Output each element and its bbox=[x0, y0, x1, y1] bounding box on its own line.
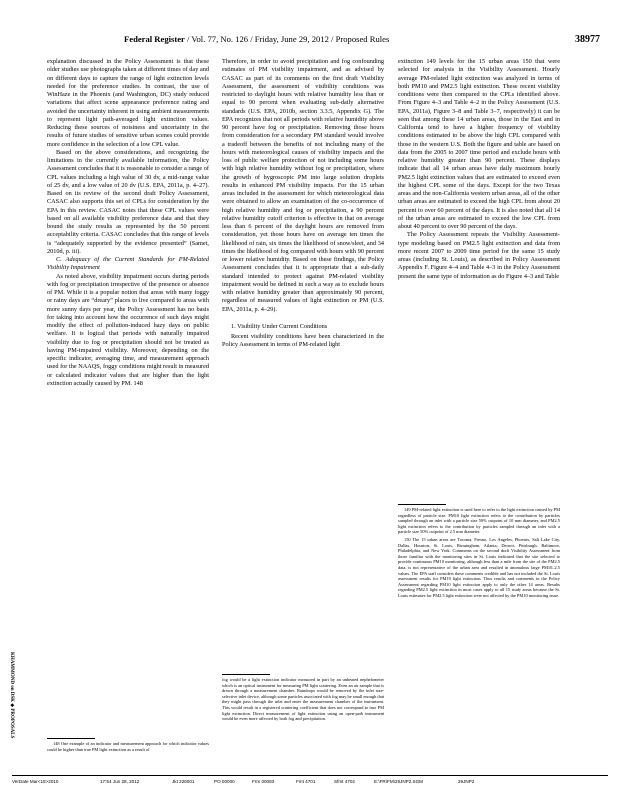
issue-meta: / Vol. 77, No. 126 / Friday, June 29, 2012 / Proposed Rules bbox=[187, 34, 390, 44]
paragraph: Based on the above considerations, and recognizing the limitations in the currently available information, the Policy Assessment concludes that it is reasonable to consider a range of CPL values including a high value of 30 dv, a mid-range value of 25 dv, and a low value of 20 dv (U.S. EPA, 2011a, p. 4–27). Based on its review of the second draft Policy Assessment, CASAC also supports this set of CPLs for consideration by the EPA in this review. CASAC notes that these CPL values were based on all available visibility preference data and that they bound the study results as represented by the 50 percent acceptability criteria. CASAC concludes that this range of levels is “adequately supported by the evidence presented” (Samet, 2010d, p. iii). bbox=[47, 148, 209, 255]
footer-po: PO 00000 bbox=[214, 779, 235, 784]
footer-fmt: Fmt 4701 bbox=[296, 779, 316, 784]
paragraph: explanation discussed in the Policy Assessment is that these older studies use photographs taken at different times of day and on different days to capture the range of light extinction levels needed for the preference studies. In contrast, the use of WinHaze in the Phoenix (and Washington, DC) study reduced variations that affect scene appearance preference rating and avoided the uncertainty inherent in using ambient measurements to represent light path-averaged light extinction values. Reducing these sources of noisiness and uncertainty in the results of future studies of sensitive urban scenes could provide more confidence in the selection of a low CPL value. bbox=[47, 58, 209, 148]
footnote-rule bbox=[47, 738, 95, 739]
journal-title: Federal Register bbox=[124, 34, 185, 44]
footnote-148: 148 One example of an indicator and measurement approach for which indicator values could be higher than true PM light extinction as a result of bbox=[47, 741, 209, 752]
paragraph: The Policy Assessment repeats the Visibility Assessment-type modeling based on PM2.5 light extinction and data from more recent 2007 to 2009 time period for the same 15 study areas (including St. Louis), as described in Policy Assessment Appendix F. Figure 4–4 and Table 4–3 in the Policy Assessment present the same type of information as do Figure 4–3 and Table bbox=[398, 231, 560, 280]
paragraph: Therefore, in order to avoid precipitation and fog confounding estimates of PM visibility impairment, and as advised by CASAC as part of its comments on the first draft Visibility Assessment, the assessment of visibility conditions was restricted to daylight hours with relative humidity less than or equal to 90 percent when evaluating sub-daily alternative standards (U.S. EPA, 2010b, section 3.3.5, Appendix G). The EPA recognizes that not all periods with relative humidity above 90 percent have fog or precipitation. Removing those hours from consideration for a secondary PM standard would involve a tradeoff between the benefits of not including many of the hours with meteorological causes of visibility impacts and the loss of public welfare protection of not including some hours with high relative humidity without fog or precipitation, where the growth of hygroscopic PM into large solution droplets results in enhanced PM visibility impacts. For the 15 urban areas included in the assessment for which meteorological data were obtained to allow an examination of the co-occurrence of high relative humidity and fog or precipitation, a 90 percent relative humidity cutoff criterion is effective in that on average less than 6 percent of the daylight hours are removed from consideration, yet those hours have on average ten times the likelihood of rain, six times the likelihood of snow/sleet, and 34 times the likelihood of fog compared with hours with 90 percent or lower relative humidity. Based on these findings, the Policy Assessment concludes that it is appropriate that a sub-daily standard intended to protect against PM-related visibility impairment would be defined in such a way as to exclude hours with relative humidity greater than approximately 90 percent, regardless of measured values of light extinction or PM (U.S. EPA, 2011a, p. 4–29). bbox=[222, 58, 384, 313]
page-number: 38977 bbox=[575, 34, 600, 45]
footnote-rule bbox=[398, 504, 446, 505]
gutter-mark: KHAMMOND on DSK ◆ PROPOSALS bbox=[9, 652, 14, 739]
footnote-148-continued: fog would be a light extinction indicator measured in part by an unheated nephelometer which is an optical instrument for measuring PM light scattering. Even an air sample that is drawn through a measurement chamber. Raindrops would be removed by the inlet size-selective inlet device, although some particles associated with fog may be small enough that they might pass through the inlet and enter the measurement chamber of the instrument. This would result in a registered scattering coefficient that does not correspond to true PM light extinction. Direct measurement of light extinction using an open-path instrument would be even more affected by both fog and precipitation. bbox=[222, 677, 384, 722]
paragraph: As noted above, visibility impairment occurs during periods with fog or precipitation irrespective of the presence or absence of PM. While it is a popular notion that areas with many foggy or rainy days are “dreary” places to live compared to areas with more sunny days per year, the Policy Assessment has no basis for taking into account how the occurrence of such days might modify the effect of pollution-induced hazy days on public welfare. It is logical that periods with naturally impaired visibility due to fog or precipitation should not be treated as having PM-impaired visibility. Moreover, depending on the specific indicator, averaging time, and measurement approach used for the NAAQS, foggy conditions might result in measured or calculated indicator values that are higher than the light extinction actually caused by PM. 148 bbox=[47, 272, 209, 387]
column-left bbox=[47, 58, 209, 388]
footer-verdate: VerDate Mar<15>2010 bbox=[12, 779, 59, 784]
section-heading: C. Adequacy of the Current Standards for PM-Related Visibility Impairment bbox=[47, 256, 209, 272]
page-footer bbox=[12, 775, 608, 790]
section-heading: 1. Visibility Under Current Conditions bbox=[231, 322, 328, 330]
column-middle bbox=[222, 58, 384, 350]
paragraph: Recent visibility conditions have been characterized in the Policy Assessment in terms of PM-related light bbox=[222, 333, 384, 349]
footer-time: 17:54 Jun 28, 2012 bbox=[100, 779, 140, 784]
paragraph: extinction 149 levels for the 15 urban areas 150 that were selected for analysis in the Visibility Assessment. Hourly average PM-related light extinction was analyzed in terms of both PM10 and PM2.5 light extinction. These recent visibility conditions were then compared to the CPLs identified above. From Figure 4–3 and Table 4–2 in the Policy Assessment (U.S. EPA, 2011a), Figure 3–8 and Table 3–7, respectively) it can be seen that among these 14 urban areas, those in the East and in California tend to have a higher frequency of visibility conditions estimated to be above the high CPL compared with those in the western U.S. Both the figure and table are based on data from the 2005 to 2007 time period and exclude hours with relative humidity greater than 90 percent. These displays indicate that all 14 urban areas have daily maximum hourly PM2.5 light extinction values that are estimated to exceed even the highest CPL some of the days. Except for the two Texas areas and the non-California western urban areas, all of the other urban areas are estimated to exceed the high CPL from about 20 percent to over 60 percent of the days. It is also noted that all 14 of the urban areas are estimated to exceed the low CPL from about 40 percent to over 90 percent of the days. bbox=[398, 58, 560, 230]
footer-frm: Frm 00083 bbox=[252, 779, 275, 784]
page-header bbox=[0, 34, 618, 48]
footer-code: 29JNP2 bbox=[458, 779, 475, 784]
footnote-149: 149 PM-related light extinction is used here to refer to the light extinction caused by PM regardless of particle size. PM10 light extinction refers to the contribution by particles sampled through an inlet with a particle size 50% cutpoint of 10 mm diameter, and PM2.5 light extinction refers to the contribution by particles sampled through an inlet with a particle size 50% cutpoint of 2.5 mm diameter. bbox=[398, 507, 560, 535]
column-right bbox=[398, 58, 560, 281]
footnotes-right bbox=[398, 507, 560, 599]
footnote-150: 150 The 15 urban areas are Tacoma, Fresno, Los Angeles, Phoenix, Salt Lake City, Dallas, Houston, St. Louis, Birmingham, Atlanta, Detroit, Pittsburgh, Baltimore, Philadelphia, and New York. Comments on the second draft Visibility Assessment from those familiar with the monitoring sites in St. Louis indicated that the site selected to provide continuous PM10 monitoring, although less than a mile from the site of the PM2.5 data, is not representative of the urban area and resulted in anomalous large PM10–2.5 values. The EPA staff considers these comments credible and has not included the St. Louis assessment results for PM10 light extinction. Thus results and comments in the Policy Assessment regarding PM10 light extinction apply to only the other 14 areas. Results regarding PM2.5 light extinction in most cases apply to all 15 study areas because the St. Louis estimates for PM2.5 light extinction were not affected by the PM10 monitoring issue. bbox=[398, 536, 560, 598]
footer-sfmt: Sfmt 4702 bbox=[334, 779, 355, 784]
footer-file: E:\FR\FM\29JNP2.SGM bbox=[374, 779, 424, 784]
footnote-rule bbox=[222, 674, 270, 675]
footer-jkt: Jkt 226001 bbox=[172, 779, 195, 784]
